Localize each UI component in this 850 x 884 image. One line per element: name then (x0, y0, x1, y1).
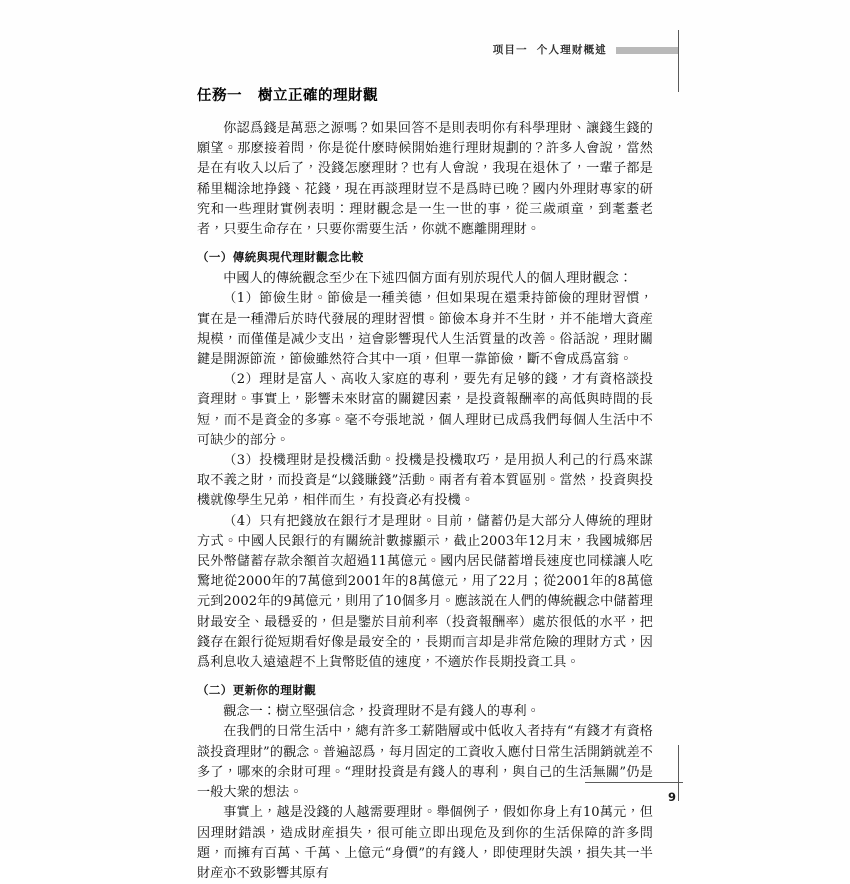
intro-paragraph: 你認爲錢是萬惡之源嗎？如果回答不是則表明你有科學理財、讓錢生錢的願望。那麽接着問，你是從什麽時候開始進行理財規劃的？許多人會說，當然是在有收入以后了，没錢怎麽理財？也有人會說，我現在退休了，一輩子都是稀里糊涂地挣錢、花錢，現在再談理財豈不是爲時已晚？國内外理財專家的研究和一些理財實例表明：理財觀念是一生一世的事，從三歲頑童，到耄耋老者，只要生命存在，只要你需要生活，你就不應離開理財。 (197, 121, 653, 238)
running-header (0, 42, 850, 66)
section-one-lead: 中國人的傳統觀念至少在下述四個方面有别於現代人的個人理財觀念： (223, 271, 633, 287)
crop-mark-vertical-bottom (678, 745, 679, 801)
section-one-heading: （一）傳統與現代理財觀念比較 (197, 250, 364, 265)
section-two-concept-line: 觀念一：樹立堅强信念，投資理財不是有錢人的專利。 (223, 704, 540, 720)
section-two-paragraph-1: 在我們的日常生活中，總有許多工薪階層或中低收入者持有“有錢才有資格談投資理財”的觀念。普遍認爲，每月固定的工資收入應付日常生活開銷就差不多了，哪來的余財可理。“理財投資是有錢人的專利，與自己的生活無關”仍是一般大衆的想法。 (197, 724, 653, 801)
task-number: 任務一 (197, 88, 242, 104)
task-title-text: 樹立正確的理財觀 (258, 88, 378, 104)
page-content (197, 84, 653, 884)
header-decoration-bar (616, 47, 678, 54)
section-one-item-1: （1）節儉生財。節儉是一種美德，但如果現在還秉持節儉的理財習慣，實在是一種滯后於時代發展的理財習慣。節儉本身并不生財，并不能增大資産規模，而僅僅是减少支出，這會影響現代人生活質量的改善。俗話說，理財關鍵是開源節流，節儉雖然符合其中一項，但單一靠節儉，斷不會成爲富翁。 (197, 291, 653, 368)
section-two-heading: （二）更新你的理財觀 (197, 683, 316, 698)
section-one-item-4: （4）只有把錢放在銀行才是理財。目前，儲蓄仍是大部分人傳統的理財方式。中國人民銀行的有關統計數據顯示，截止2003年12月末，我國城鄉居民外幣儲蓄存款余額首次超過11萬億元。國内居民儲蓄增長速度也同樣讓人吃驚地從2000年的7萬億到2001年的8萬億元，用了22月；從2001年的8萬億元到2002年的9萬億元，則用了10個多月。應該説在人們的傳統觀念中儲蓄理財最安全、最穩妥的，但是鑒於目前利率（投資報酬率）處於很低的水平，把錢存在銀行從短期看好像是最安全的，長期而言却是非常危險的理財方式，因爲利息收入遠遠趕不上貨幣貶值的速度，不適於作長期投資工具。 (197, 513, 653, 671)
running-header-inner (493, 42, 678, 57)
section-two-paragraph-2: 事實上，越是没錢的人越需要理財。舉個例子，假如你身上有10萬元，但因理財錯誤，造成財産損失，很可能立即出现危及到你的生活保障的許多問題，而擁有百萬、千萬、上億元“身價”的有錢人，即使理財失誤，損失其一半財産亦不致影響其原有 (197, 805, 653, 881)
page-title (197, 84, 653, 105)
crop-mark-vertical-top (678, 30, 679, 92)
header-project-label: 项目一 (492, 44, 528, 56)
page-number: 9 (668, 790, 677, 804)
footer-rule (585, 782, 683, 783)
section-one-item-3: （3）投機理財是投機活動。投機是投機取巧，是用损人利己的行爲來謀取不義之財，而投資是“以錢賺錢”活動。兩者有着本質區别。當然，投資與投機就像學生兄弟，相伴而生，有投資必有投機。 (197, 453, 653, 509)
header-section-label: 个人理财概述 (536, 44, 607, 56)
section-one-item-2: （2）理財是富人、高收入家庭的專利，要先有足够的錢，才有資格談投資理財。事實上，影響未來財富的關鍵因素，是投資報酬率的高低與時間的長短，而不是資金的多寡。毫不夸張地説，個人理財已成爲我們每個人生活中不可缺少的部分。 (197, 372, 653, 448)
